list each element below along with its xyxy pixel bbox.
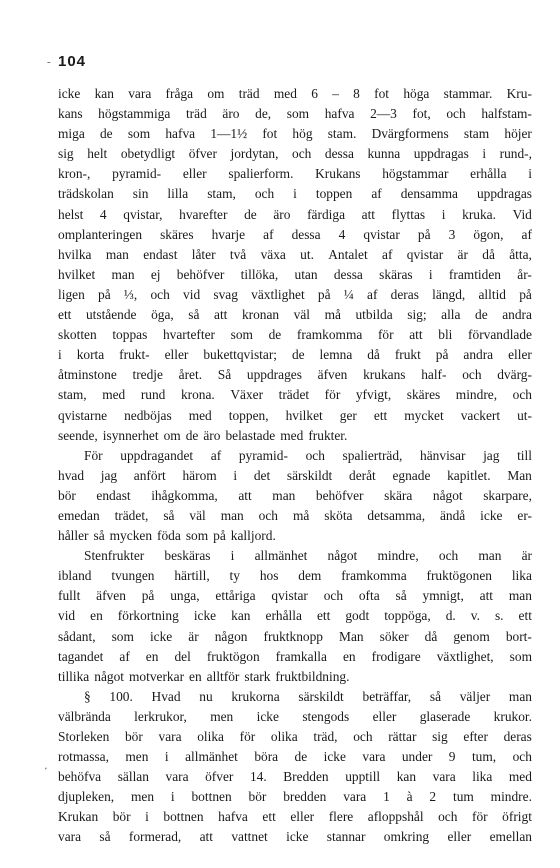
text-line: sig helt obetydligt öfver jordytan, och dessa kunna uppdragas i rund-,: [58, 146, 532, 162]
text-line: vid en förkortning icke kan erhålla ett godt toppöga, d. v. s. ett: [58, 608, 532, 624]
text-line: tillika något motverkar en alltför stark fruktbildning.: [58, 668, 350, 684]
text-line: välbrända lerkrukor, men icke stengods eller glaserade krukor.: [58, 708, 532, 724]
text-line: För uppdragandet af pyramid- och spalierträd, hänvisar jag till: [84, 447, 532, 463]
margin-mark: ΄: [44, 765, 48, 779]
text-line: åtminstone tredje året. Så uppdrages äfven krukans half- och dvärg-: [58, 367, 532, 383]
text-line: sådant, som icke är någon fruktknopp Man söker då genom bort-: [58, 628, 532, 644]
page-number: 104: [58, 53, 87, 70]
text-line: ligen på ⅓, och vid svag växtlighet på ¼ af deras längd, alltid på: [58, 286, 532, 302]
body-text: [58, 84, 532, 848]
text-line: omplanteringen skäres hvarje af dessa 4 qvistar på 3 ögon, af: [58, 226, 532, 242]
text-line: bör endast ihågkomma, att man behöfver skära något skarpare,: [58, 487, 532, 503]
text-line: icke kan vara fråga om träd med 6 – 8 fot höga stammar. Kru-: [58, 86, 532, 101]
text-line: håller så mycken föda som på kalljord.: [58, 528, 276, 544]
text-line: fullt äfven på unga, ettåriga qvistar och ofta så ymnigt, att man: [58, 588, 532, 604]
text-line: qvistarne nedböjas med toppen, hvilket ger ett mycket vackert ut-: [58, 407, 532, 423]
text-line: Stenfrukter beskäras i allmänhet något mindre, och man är: [84, 548, 532, 564]
text-line: ett utstående öga, så att kronan väl må utbilda sig; alla de andra: [58, 307, 532, 323]
text-line: vara så formerad, att vattnet icke stannar omkring eller emellan: [58, 829, 532, 845]
text-line: kron-, pyramid- eller spalierform. Krukans högstammar erhålla i: [58, 166, 532, 182]
text-line: helst 4 qvistar, hvarefter de äro färdiga att flyttas i kruka. Vid: [58, 206, 532, 222]
text-line: hvad jag anfört härom i det särskildt deråt egnade kapitlet. Man: [58, 467, 532, 483]
text-line: djupleken, men i bottnen bör bredden vara 1 à 2 tum mindre.: [58, 789, 532, 805]
text-line: skotten toppas hvartefter som de framkomma för att bli förvandlade: [58, 327, 532, 343]
text-line: kans högstammiga träd äro de, som hafva 2—3 fot, och halfstam-: [58, 106, 532, 122]
text-line: tagandet af en del fruktögon framkalla en frodigare växtlighet, som: [58, 648, 532, 664]
text-line: ibland tvungen härtill, ty hos dem framkomma fruktögonen lika: [58, 568, 532, 584]
text-line: trädskolan sin lilla stam, och i toppen af densamma uppdragas: [58, 186, 532, 202]
text-line: rotmassa, men i allmänhet böra de icke vara under 9 tum, och: [58, 749, 532, 765]
text-line: hvilka man endast låter två växa ut. Antalet af qvistar är då åtta,: [58, 246, 532, 262]
text-line: § 100. Hvad nu krukorna särskildt beträffar, så väljer man: [84, 688, 532, 704]
text-line: stam, med rund krona. Växer trädet för yfvigt, skäres mindre, och: [58, 387, 532, 403]
text-line: emedan trädet, så väl man och må sköta detsamma, ändå icke er-: [58, 507, 532, 523]
text-line: Storleken bör vara olika för olika träd, och rättar sig efter deras: [58, 729, 532, 744]
text-line: i korta frukt- eller bukettqvistar; de lemna då frukt på andra eller: [58, 347, 532, 363]
text-line: miga de som hafva 1—1½ fot hög stam. Dvärgformens stam höjer: [58, 126, 532, 142]
text-line: hvilket man ej behöfver tillöka, utan dessa skäras i framtiden år-: [58, 266, 532, 282]
text-line: Krukan bör i bottnen hafva ett eller flere afloppshål och för öfrigt: [58, 809, 532, 825]
text-line: behöfva sällan vara öfver 14. Bredden upptill kan vara lika med: [58, 769, 532, 785]
margin-tick: -: [47, 56, 51, 68]
text-line: seende, isynnerhet om de äro belastade med frukter.: [58, 427, 348, 443]
